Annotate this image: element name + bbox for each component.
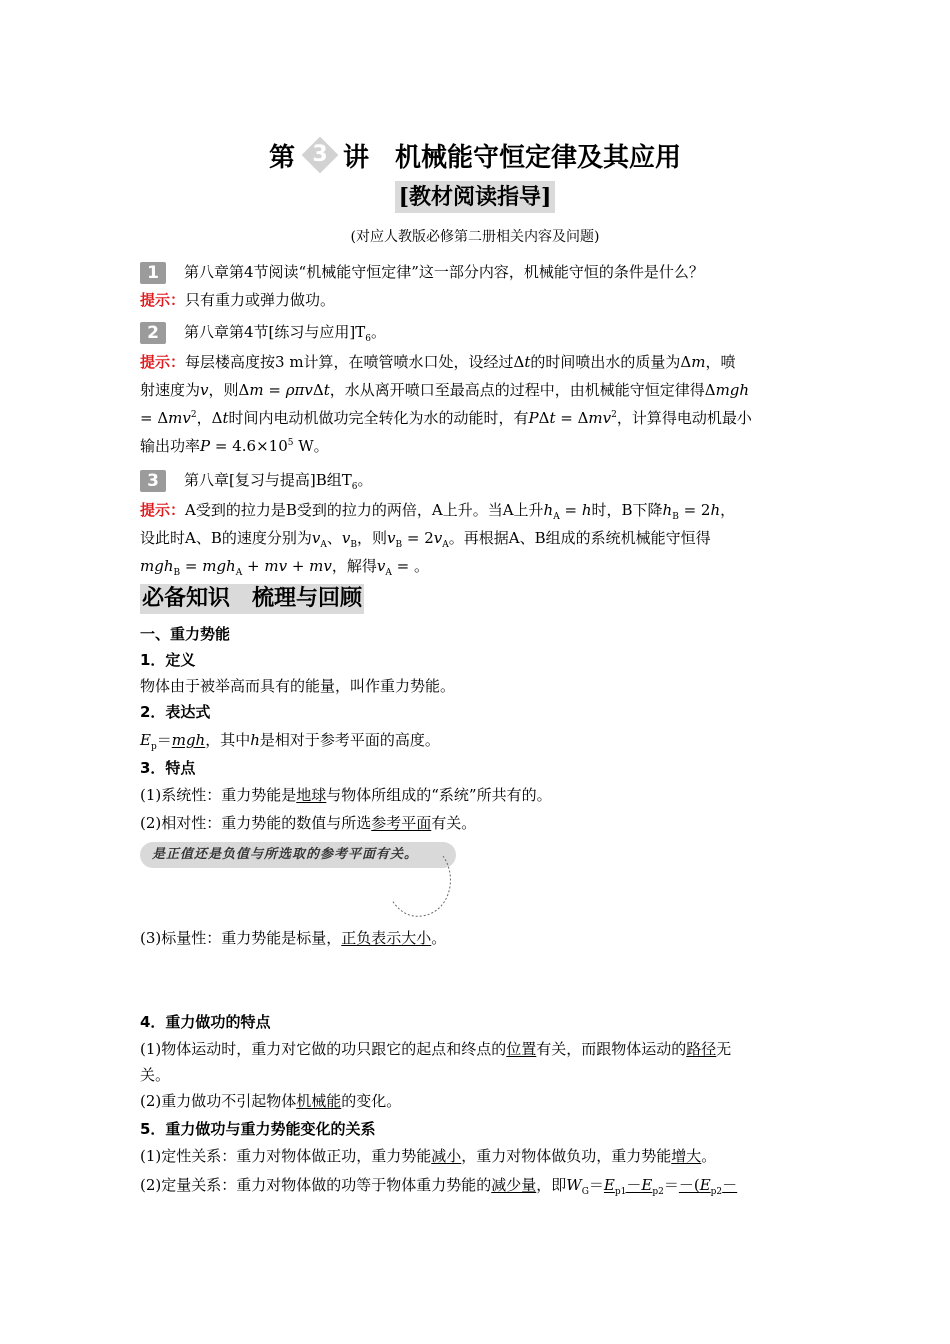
- feature-3: (3)标量性：重力势能是标量，正负表示大小。: [140, 929, 447, 947]
- features-title: 3．特点: [140, 759, 196, 777]
- feature-2: (2)相对性：重力势能的数值与所选参考平面有关。: [140, 814, 477, 832]
- feature-1: (1)系统性：重力势能是地球与物体所组成的“系统”所共有的。: [140, 786, 552, 804]
- section-title: 必备知识 梳理与回顾: [140, 584, 364, 614]
- hint-3-line-1: 提示：A受到的拉力是B受到的拉力的两倍，A上升。当A上升$h_A = h$时，B下降$h_B = 2h$，: [140, 501, 736, 522]
- question-badge: 1: [140, 262, 166, 284]
- lecture-number: 3: [312, 142, 328, 167]
- question-text: 第八章第4节[练习与应用]T: [184, 323, 366, 341]
- title-text: 讲 机械能守恒定律及其应用: [343, 143, 682, 173]
- question-text: 第八章第4节阅读“机械能守恒定律”这一部分内容，机械能守恒的条件是什么？: [184, 263, 704, 281]
- question-text: 第八章[复习与提高]B组T: [184, 471, 352, 489]
- hint-1: [140, 290, 812, 310]
- hint-text: 只有重力或弹力做功。: [185, 291, 336, 309]
- hint-3-line-3: mgh$_B$ = mgh$_A$ + mv + mv，解得$v_A$ = 。: [140, 557, 429, 578]
- hint-2-line-2: 射速度为v，则Δm = ρπvΔt，水从离开喷口至最高点的过程中，由机械能守恒定律得Δmgh: [140, 381, 750, 399]
- question-2: 2 第八章第4节[练习与应用]$T_6$。: [140, 322, 812, 344]
- hint-label: 提示：: [140, 353, 186, 371]
- handwritten-note: 是正值还是负值与所选取的参考平面有关。: [140, 842, 456, 868]
- lecture-title: [0, 140, 950, 176]
- definition-text: 物体由于被举高而具有的能量，叫作重力势能。: [140, 677, 456, 695]
- work-features-title: 4．重力做功的特点: [140, 1013, 271, 1031]
- question-1: [140, 262, 812, 284]
- work-feature-1: (1)物体运动时，重力对它做的功只跟它的起点和终点的位置有关，而跟物体运动的路径无: [140, 1040, 732, 1058]
- title-prefix: 第: [268, 143, 295, 173]
- hint-label: 提示：: [140, 501, 186, 519]
- expression-title: 2．表达式: [140, 703, 211, 721]
- heading-gravitational-pe: 一、重力势能: [140, 625, 231, 643]
- relation-1: (1)定性关系：重力对物体做正功，重力势能减小，重力对物体做负功，重力势能增大。: [140, 1147, 717, 1165]
- relation-title: 5．重力做功与重力势能变化的关系: [140, 1120, 376, 1138]
- question-badge: 2: [140, 322, 166, 344]
- guide-subtitle: (对应人教版必修第二册相关内容及问题): [350, 229, 600, 245]
- definition-title: 1．定义: [140, 651, 196, 669]
- question-3: 3 第八章[复习与提高]B组$T_6$。: [140, 470, 812, 492]
- guide-heading: [教材阅读指导]: [0, 181, 950, 213]
- hint-label: 提示：: [140, 291, 186, 309]
- lecture-number-badge: [299, 140, 339, 176]
- note-pointer-icon: [388, 852, 458, 922]
- work-feature-2: (2)重力做功不引起物体机械能的变化。: [140, 1092, 402, 1110]
- relation-2: (2)定量关系：重力对物体做的功等于物体重力势能的减少量，即$W_G=E_{p1}-E_{p2}=-(E_{p2}-$: [140, 1176, 738, 1197]
- hint-3-line-2: 设此时A、B的速度分别为$v_A$、$v_B$，则$v_B = 2v_A$。再根据A、B组成的系统机械能守恒得: [140, 529, 711, 550]
- hint-2-line-3: = Δmv$^2$，Δt时间内电动机做功完全转化为水的动能时，有PΔt = Δmv$^2$，计算得电动机最小: [140, 409, 752, 427]
- expression-text: $E_p=mgh$，其中h是相对于参考平面的高度。: [140, 731, 440, 752]
- hint-2-line-1: 提示：每层楼高度按3 m计算，在喷管喷水口处，设经过Δt的时间喷出水的质量为Δm，喷: [140, 353, 736, 371]
- hint-2-line-4: 输出功率$P = 4.6\times 10^5$ W。: [140, 437, 329, 455]
- work-feature-1-cont: 关。: [140, 1066, 171, 1084]
- question-badge: 3: [140, 470, 166, 492]
